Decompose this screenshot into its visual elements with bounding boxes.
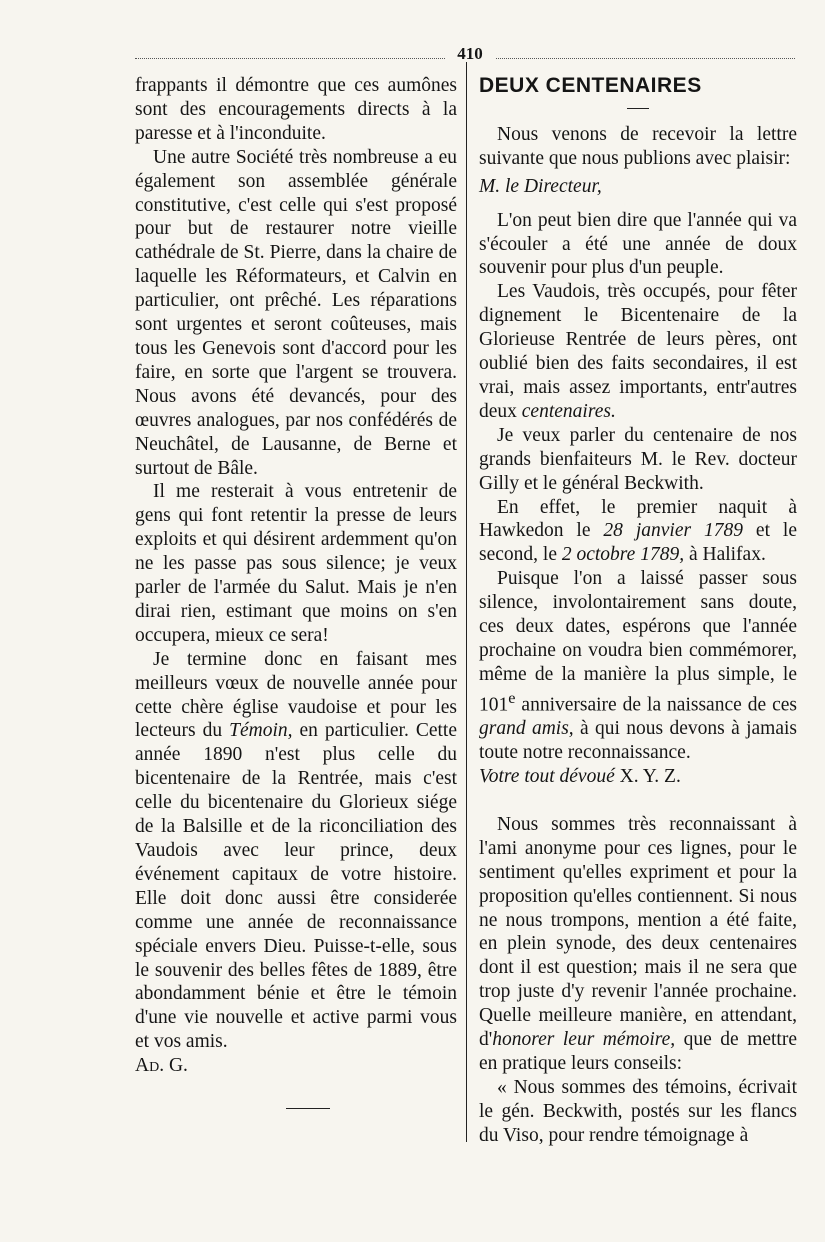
text-run: Je termine donc en faisant mes meilleurs vœux de nouvelle année pour cette chère église vaudoise et pour les lecteurs du [135, 648, 457, 742]
paragraph [135, 648, 457, 1054]
page-number: 410 [445, 44, 495, 64]
article-title: DEUX CENTENAIRES [479, 74, 702, 97]
text-run: En effet, le premier naquit à Hawkedon le [479, 496, 797, 542]
letter-paragraph: Je veux parler du centenaire de nos grands bienfaiteurs M. le Rev. docteur Gilly et le général Beckwith. [479, 424, 797, 494]
quote-paragraph: « Nous sommes des témoins, écrivait le gén. Beckwith, postés sur les flancs du Viso, pour rendre témoignage à [479, 1076, 797, 1146]
paragraph: Il me resterait à vous entretenir de gens qui font retentir la presse de leurs exploits et qui désirent ardemment qu'on ne les passe pas sous silence; je veux parler de l'armée du Salut. Mais je n'en dirai rien, estimant que moins on s'en occupera, mieux ce sera! [135, 481, 457, 646]
letter-paragraph [479, 280, 797, 423]
text-run: à Halifax. [684, 544, 766, 566]
left-column [135, 74, 457, 1109]
italic-text: Témoin, [229, 720, 293, 742]
paragraph: Une autre Société très nombreuse a eu également son assemblée générale constitutive, c'est celle qui s'est proposé pour but de restaurer notre vieille cathédrale de St. Pierre, dans la chaire de laquelle les Réformateurs, et Calvin en particulier, ont prêché. Les réparations sont urgentes et seront coûteuses, mais tous les Genevois sont d'accord pour les faire, en sorte que l'argent se trouvera. Nous avons été devancés, pour des œuvres analogues, par nos confédérés de Neuchâtel, de Lausanne, de Berne et surtout de Bâle. [135, 146, 457, 479]
salutation: M. le Directeur, [479, 175, 602, 197]
signoff-name: X. Y. Z. [614, 765, 681, 787]
text-run: Puisque l'on a laissé passer sous silence, involontairement sans doute, ces deux dates, espérons que l'année prochaine on voudra bien commémorer, même de la manière la plus simple, le 101 [479, 568, 797, 716]
text-run: en particulier. Cette année 1890 n'est plus celle du bicentenaire de la Rentrée, mais c'est celle du bicentenaire du Glorieux siége de la Balsille et de la riconciliation des Vaudois avec leur prince, deux événement capitaux de votre histoire. Elle doit donc aussi être considerée comme une année de reconnaissance spéciale envers Dieu. Puisse-t-elle, sous le souvenir des belles fêtes de 1889, être abondamment bénie et être le témoin d'une vie nouvelle et active parmi vous et vos amis. [135, 720, 457, 1053]
letter-paragraph [479, 567, 797, 765]
letter-signoff [479, 765, 797, 789]
italic-text: centenaires. [521, 400, 616, 422]
italic-text: grand amis, [479, 718, 574, 740]
italic-date: 28 janvier 1789 [603, 520, 743, 542]
right-column [479, 74, 797, 1148]
title-dash [627, 108, 649, 109]
intro-paragraph: Nous venons de recevoir la lettre suivante que nous publions avec plaisir: [479, 123, 797, 169]
superscript: e [508, 688, 516, 707]
signature: Ad. G. [135, 1055, 188, 1077]
text-run: à qui nous devons à jamais toute notre reconnaissance. [479, 718, 797, 764]
letter-paragraph [479, 496, 797, 568]
column-divider [466, 62, 467, 1142]
text-run: anniversaire de la naissance de ces [515, 694, 797, 716]
letter-paragraph: L'on peut bien dire que l'année qui va s'écouler a été une année de doux souvenir pour plus d'un peuple. [479, 209, 797, 279]
text-run: Nous sommes très reconnaissant à l'ami anonyme pour ces lignes, pour le sentiment qu'elles expriment et pour la proposition qu'elles contiennent. Si nous ne nous trompons, mention a été faite, en plein synode, des deux centenaires dont il est question; mais il ne sera que trop juste d'y revenir l'année prochaine. Quelle meilleure manière, en attendant, d' [479, 813, 797, 1051]
text-run: Les Vaudois, très occupés, pour fêter dignement le Bicentenaire de la Glorieuse Rentrée de leurs pères, ont oublié bien des faits secondaires, il est vrai, mais assez importants, entr'autres deux [479, 281, 797, 422]
italic-text: Votre tout dévoué [479, 765, 615, 787]
paragraph: frappants il démontre que ces aumônes sont des encouragements directs à la paresse et à l'inconduite. [135, 75, 457, 144]
text-run: et le second, le [479, 520, 797, 566]
end-rule [286, 1108, 330, 1109]
spacer [479, 789, 797, 813]
italic-date: 2 octobre 1789, [561, 544, 685, 566]
text-run: que de mettre en pratique leurs conseils: [479, 1029, 797, 1074]
editor-paragraph [479, 813, 797, 1076]
italic-text: honorer leur mémoire, [492, 1029, 676, 1051]
